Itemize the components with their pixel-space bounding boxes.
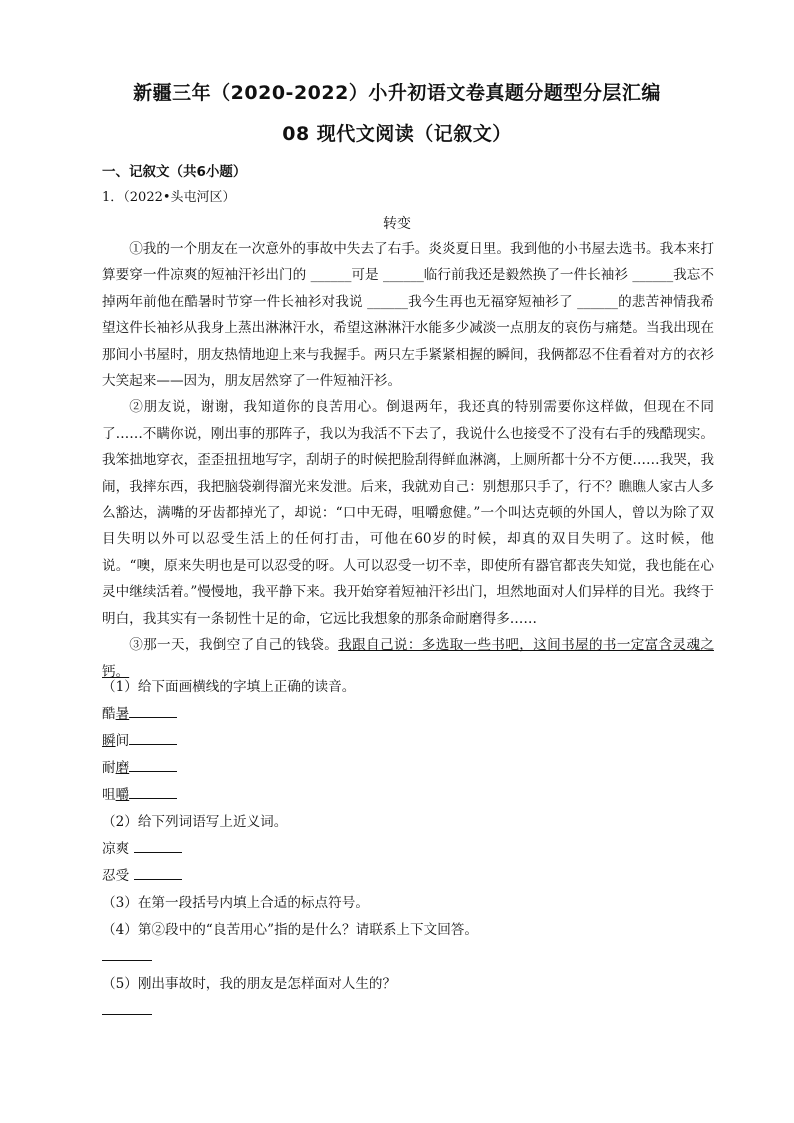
word-item-1 (102, 703, 177, 725)
passage-body (102, 236, 714, 685)
document-subtitle: 08 现代文阅读（记叙文） (282, 123, 512, 145)
synonym-blank-1[interactable] (134, 838, 182, 853)
answer-blank-q5[interactable] (102, 1000, 152, 1015)
answer-blank-q4[interactable] (102, 946, 152, 961)
word-item-4 (102, 784, 177, 806)
answer-line-4[interactable] (102, 946, 152, 968)
word-3-underlined: 磨 (115, 760, 130, 776)
word-item-2 (102, 730, 177, 752)
passage-title: 转变 (383, 216, 411, 232)
synonym-blank-2[interactable] (134, 865, 182, 880)
answer-blank-2[interactable] (129, 730, 177, 745)
answer-blank-1[interactable] (129, 703, 177, 718)
synonym-item-2 (102, 865, 182, 887)
question-number: 1．（2022•头屯河区） (102, 190, 236, 205)
word-4-underlined: 嚼 (115, 787, 130, 803)
word-item-3 (102, 757, 177, 779)
answer-blank-4[interactable] (129, 784, 177, 799)
sub-question-5: （5）刚出事故时，我的朋友是怎样面对人生的？ (102, 976, 397, 992)
answer-blank-3[interactable] (129, 757, 177, 772)
sub-question-3: （3）在第一段括号内填上合适的标点符号。 (102, 895, 369, 911)
synonym-word-1: 凉爽 (102, 841, 130, 857)
underlined-sentence: 我跟自己说：多选取一些书吧，这间书屋的书一定富含灵魂之钙。 (102, 637, 714, 680)
synonym-word-2: 忍受 (102, 868, 130, 884)
document-title: 新疆三年（2020-2022）小升初语文卷真题分题型分层汇编 (133, 82, 661, 104)
paragraph-2: ②朋友说，谢谢，我知道你的良苦用心。倒退两年，我还真的特别需要你这样做，但现在不同了……不瞒你说，刚出事的那阵子，我以为我活不下去了，我说什么也接受不了没有右手的残酷现实。我笨拙地穿衣，歪歪扭扭地写字，刮胡子的时候把脸刮得鲜血淋漓，上厕所都十分不方便……我哭，我闹，我摔东西，我把脑袋剃得溜光来发泄。后来，我就劝自己：别想那只手了，行不？瞧瞧人家古人多么豁达，满嘴的牙齿都掉光了，却说：“口中无碍，咀嚼愈健。”一个叫达克顿的外国人，曾以为除了双目失明以外可以忍受生活上的任何打击，可他在60岁的时候，却真的双目失明了。这时候，他说。“噢，原来失明也是可以忍受的呀。人可以忍受一切不幸，即使所有器官都丧失知觉，我也能在心灵中继续活着。”慢慢地，我平静下来。我开始穿着短袖汗衫出门，坦然地面对人们异样的目光。我终于明白，我其实有一条韧性十足的命，它远比我想象的那条命耐磨得多…… (102, 399, 714, 627)
word-3-prefix: 耐 (102, 760, 116, 776)
section-heading: 一、记叙文（共6小题） (102, 164, 247, 180)
paragraph-3-text: ③那一天，我倒空了自己的钱袋。 (129, 637, 339, 654)
paragraph-1: ①我的一个朋友在一次意外的事故中失去了右手。炎炎夏日里。我到他的小书屋去选书。我本来打算要穿一件凉爽的短袖汗衫出门的 ______可是 ______临行前我还是毅然换了一件长袖衫 ______我忘不掉两年前他在酷暑时节穿一件长袖衫对我说 ______我今生再也无福穿短袖衫了 ______的悲苦神情我希望这件长袖衫从我身上蒸出淋淋汗水，希望这淋淋汗水能多少减淡一点朋友的哀伤与痛楚。当我出现在那间小书屋时，朋友热情地迎上来与我握手。两只左手紧紧相握的瞬间，我俩都忍不住看着对方的衣衫大笑起来——因为，朋友居然穿了一件短袖汗衫。 (102, 241, 714, 390)
word-2-suffix: 间 (115, 733, 130, 749)
answer-line-5[interactable] (102, 1000, 152, 1022)
sub-question-1: （1）给下面画横线的字填上正确的读音。 (102, 679, 356, 695)
word-1-underlined: 暑 (115, 706, 130, 722)
sub-question-2: （2）给下列词语写上近义词。 (102, 814, 288, 830)
synonym-item-1 (102, 838, 182, 860)
word-4-prefix: 咀 (102, 787, 116, 803)
word-1-prefix: 酷 (102, 706, 116, 722)
word-2-underlined: 瞬 (102, 733, 116, 749)
sub-question-4: （4）第②段中的“良苦用心”指的是什么？请联系上下文回答。 (102, 922, 478, 938)
